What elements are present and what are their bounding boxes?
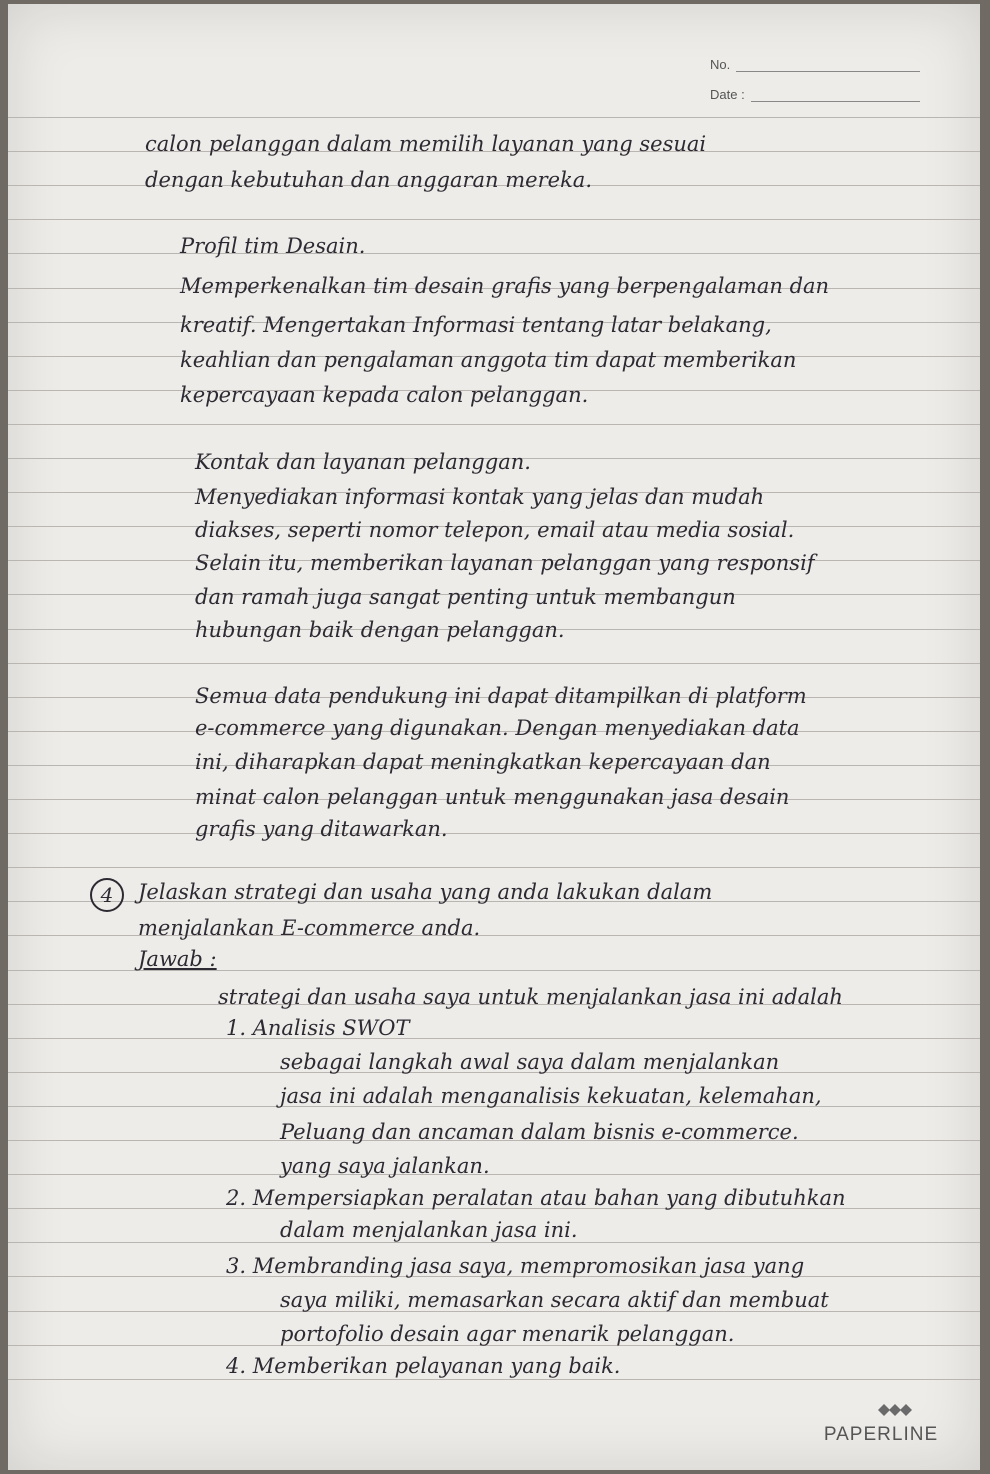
- page-header-fields: [710, 42, 920, 102]
- ruled-line: [8, 253, 980, 254]
- text-line: Peluang dan ancaman dalam bisnis e-commerce.: [280, 1120, 799, 1144]
- ruled-line: [8, 219, 980, 220]
- date-label: Date :: [710, 87, 745, 102]
- ruled-line: [8, 1038, 980, 1039]
- text-line: Menyediakan informasi kontak yang jelas dan mudah: [195, 485, 765, 509]
- ruled-line: [8, 867, 980, 868]
- text-line: Kontak dan layanan pelanggan.: [195, 450, 531, 474]
- text-line: minat calon pelanggan untuk menggunakan jasa desain: [195, 785, 790, 809]
- text-line: calon pelanggan dalam memilih layanan yang sesuai: [145, 132, 707, 156]
- text-line: menjalankan E-commerce anda.: [138, 916, 481, 940]
- notebook-page: [8, 4, 980, 1470]
- text-line: Profil tim Desain.: [180, 234, 366, 258]
- text-line: sebagai langkah awal saya dalam menjalankan: [280, 1050, 780, 1074]
- text-line: kepercayaan kepada calon pelanggan.: [180, 383, 589, 407]
- text-line: Jelaskan strategi dan usaha yang anda lakukan dalam: [138, 880, 713, 904]
- text-line: dengan kebutuhan dan anggaran mereka.: [145, 168, 592, 192]
- text-line: Selain itu, memberikan layanan pelanggan yang responsif: [195, 551, 815, 575]
- text-line: 1. Analisis SWOT: [226, 1016, 410, 1040]
- text-line: grafis yang ditawarkan.: [195, 817, 448, 841]
- text-line: Memperkenalkan tim desain grafis yang berpengalaman dan: [180, 274, 830, 298]
- question-number-badge: 4: [90, 878, 124, 912]
- ruled-line: [8, 1379, 980, 1380]
- brand-name: PAPERLINE: [823, 1424, 939, 1445]
- number-field: [710, 42, 920, 72]
- number-line: [736, 55, 920, 72]
- ruled-line: [8, 117, 980, 118]
- text-line: Jawab :: [138, 947, 217, 971]
- text-line: dalam menjalankan jasa ini.: [280, 1218, 578, 1242]
- text-line: keahlian dan pengalaman anggota tim dapat memberikan: [180, 348, 797, 372]
- text-line: jasa ini adalah menganalisis kekuatan, kelemahan,: [280, 1084, 822, 1108]
- text-line: e-commerce yang digunakan. Dengan menyediakan data: [195, 716, 800, 740]
- number-label: No.: [710, 57, 731, 72]
- text-line: 4. Memberikan pelayanan yang baik.: [226, 1354, 621, 1378]
- text-line: yang saya jalankan.: [280, 1154, 490, 1178]
- text-line: dan ramah juga sangat penting untuk membangun: [195, 585, 736, 609]
- date-line: [751, 85, 920, 102]
- text-line: ini, diharapkan dapat meningkatkan kepercayaan dan: [195, 750, 771, 774]
- ruled-line: [8, 1242, 980, 1243]
- ruled-line: [8, 424, 980, 425]
- paperline-logo-icon: [876, 1402, 916, 1418]
- text-line: strategi dan usaha saya untuk menjalankan jasa ini adalah: [218, 985, 843, 1009]
- text-line: 2. Mempersiapkan peralatan atau bahan yang dibutuhkan: [226, 1186, 846, 1210]
- ruled-line: [8, 663, 980, 664]
- text-line: 3. Membranding jasa saya, mempromosikan jasa yang: [226, 1254, 805, 1278]
- text-line: diakses, seperti nomor telepon, email atau media sosial.: [195, 518, 795, 542]
- text-line: kreatif. Mengertakan Informasi tentang latar belakang,: [180, 313, 772, 337]
- text-line: Semua data pendukung ini dapat ditampilkan di platform: [195, 684, 807, 708]
- date-field: [710, 72, 920, 102]
- ruled-line: [8, 1174, 980, 1175]
- ruled-line: [8, 833, 980, 834]
- text-line: saya miliki, memasarkan secara aktif dan membuat: [280, 1288, 829, 1312]
- text-line: portofolio desain agar menarik pelanggan.: [280, 1322, 735, 1346]
- text-line: hubungan baik dengan pelanggan.: [195, 618, 565, 642]
